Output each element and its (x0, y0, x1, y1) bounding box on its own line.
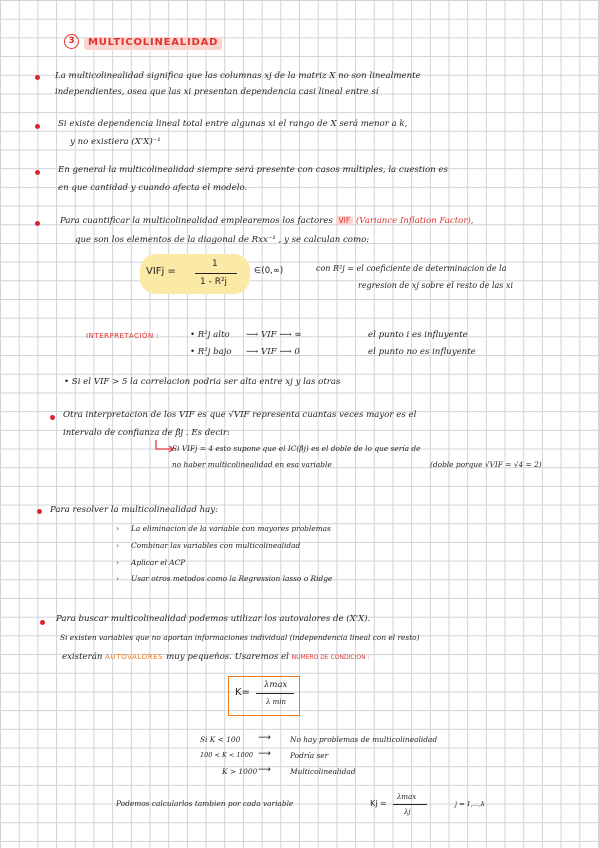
interpretation-label: INTERPRETACIÓN : (86, 331, 160, 340)
interp-row1-mid: ⟶ VIF ⟶ ∞ (246, 330, 302, 340)
section-number: 3 (64, 34, 79, 49)
p3-line2: en que cantidad y cuando afecta el modelo. (58, 183, 248, 193)
p7-line3a: existerán (62, 652, 103, 662)
bullet (35, 75, 40, 80)
condition-denominator: λ min (266, 698, 287, 706)
list-chevron-icon: › (116, 574, 120, 583)
threshold-cond: 100 < K < 1000 (200, 751, 253, 759)
p6-item: Usar otros metodos como la Regression lasso o Ridge (131, 574, 333, 583)
formula-denominator: 1 - R²j (200, 277, 228, 287)
arrow-right-icon: ⟶ (258, 749, 271, 759)
p2-line2: y no existiera (X'X)⁻¹ (70, 137, 161, 147)
vif-expansion: (Variance Inflation Factor), (355, 216, 474, 226)
p1-line1: La multicolinealidad significa que las columnas xj de la matriz X no son linealmente (55, 71, 421, 81)
vif-threshold: • Si el VIF > 5 la correlacion podria ser alta entre xj y las otras (64, 377, 341, 387)
final-range: j = 1,...,k (455, 800, 485, 808)
interp-row2-cond: • R²j bajo (190, 347, 232, 357)
list-chevron-icon: › (116, 541, 120, 550)
p6-item: La eliminacion de la variable con mayores problemas (131, 524, 331, 533)
p6-intro: Para resolver la multicolinealidad hay: (50, 505, 219, 515)
p1-line2: independientes, osea que las xi presentan dependencia casi lineal entre sí (55, 87, 379, 97)
p5-line1: Otra interpretacion de los VIF es que √VIF representa cuantas veces mayor es el (63, 410, 417, 420)
final-lhs: Kj = (370, 799, 387, 808)
section-title: MULTICOLINEALIDAD (88, 37, 219, 48)
fraction-line (256, 693, 294, 694)
p4-line2: que son los elementos de la diagonal de Rxx⁻¹ , y se calculan como: (75, 235, 370, 245)
threshold-cond: K > 1000 (222, 767, 258, 776)
formula-lhs: VIFj = (146, 266, 176, 277)
vif-tag: VIF (336, 216, 354, 225)
fraction-line (393, 804, 427, 805)
final-denominator: λj (404, 808, 411, 816)
p4-line1a: Para cuantificar la multicolinealidad emplearemos los factores (60, 216, 333, 226)
formula-note-line2: regresion de xj sobre el resto de las xi (358, 281, 514, 290)
p7-line1: Para buscar multicolinealidad podemos utilizar los autovalores de (X'X). (56, 614, 371, 624)
formula-domain: ∈(0,∞) (254, 266, 284, 276)
bullet (50, 415, 55, 420)
p7-line2: Si existen variables que no aportan informaciones individual (independencia lineal con el resto) (60, 633, 420, 642)
arrow-right-icon: ⟶ (258, 733, 271, 743)
formula-numerator: 1 (212, 259, 218, 269)
interp-row1-cond: • R²j alto (190, 330, 230, 340)
list-chevron-icon: › (116, 558, 120, 567)
interp-row2-result: el punto no es influyente (368, 347, 476, 357)
bullet (35, 170, 40, 175)
bullet (37, 509, 42, 514)
p7-line3 (62, 652, 370, 662)
p4-line1 (60, 216, 474, 226)
condition-numerator: λmax (264, 680, 288, 690)
condition-lhs: K= (235, 687, 250, 698)
threshold-result: Multicolinealidad (290, 767, 356, 776)
formula-note-line1: con R²j = el coeficiente de determinacion de la (316, 264, 507, 273)
threshold-result: No hay problemas de multicolinealidad (290, 735, 438, 744)
p2-line1: Si existe dependencia lineal total entre algunas xi el rango de X será menor a k, (58, 119, 408, 129)
final-text: Podemos calcularlos tambien por cada variable (116, 799, 294, 808)
threshold-cond: Si K < 100 (200, 735, 241, 744)
bullet (35, 124, 40, 129)
autovalores-label: AUTOVALORES (105, 653, 164, 661)
list-chevron-icon: › (116, 524, 120, 533)
p5-line2: intervalo de confianza de β̂j . Es decir: (63, 428, 230, 438)
arrow-right-icon: ⟶ (258, 765, 271, 775)
threshold-result: Podría ser (290, 751, 329, 760)
numero-condicion-label: NUMERO DE CONDICION : (291, 654, 370, 661)
p6-item: Combinar las variables con multicolinealidad (131, 541, 301, 550)
p7-line3b: muy pequeños. Usaremos el (166, 652, 289, 662)
p3-line1: En general la multicolinealidad siempre será presente con casos multiples, la cuestion es (58, 165, 448, 175)
final-numerator: λmax (397, 793, 417, 801)
p5-example-line1: Si VIFj = 4 esto supone que el IC(β̂j) es el doble de lo que sería de (172, 444, 421, 453)
p5-example-line2: no haber multicolinealidad en esa variable (172, 460, 332, 469)
interp-row1-result: el punto i es influyente (368, 330, 468, 340)
fraction-line (195, 273, 237, 274)
bullet (35, 221, 40, 226)
p5-example-note: (doble porque √VIF = √4 = 2) (430, 460, 542, 469)
p6-item: Aplicar el ACP (131, 558, 186, 567)
interp-row2-mid: ⟶ VIF ⟶ 0 (246, 347, 300, 357)
bullet (40, 620, 45, 625)
